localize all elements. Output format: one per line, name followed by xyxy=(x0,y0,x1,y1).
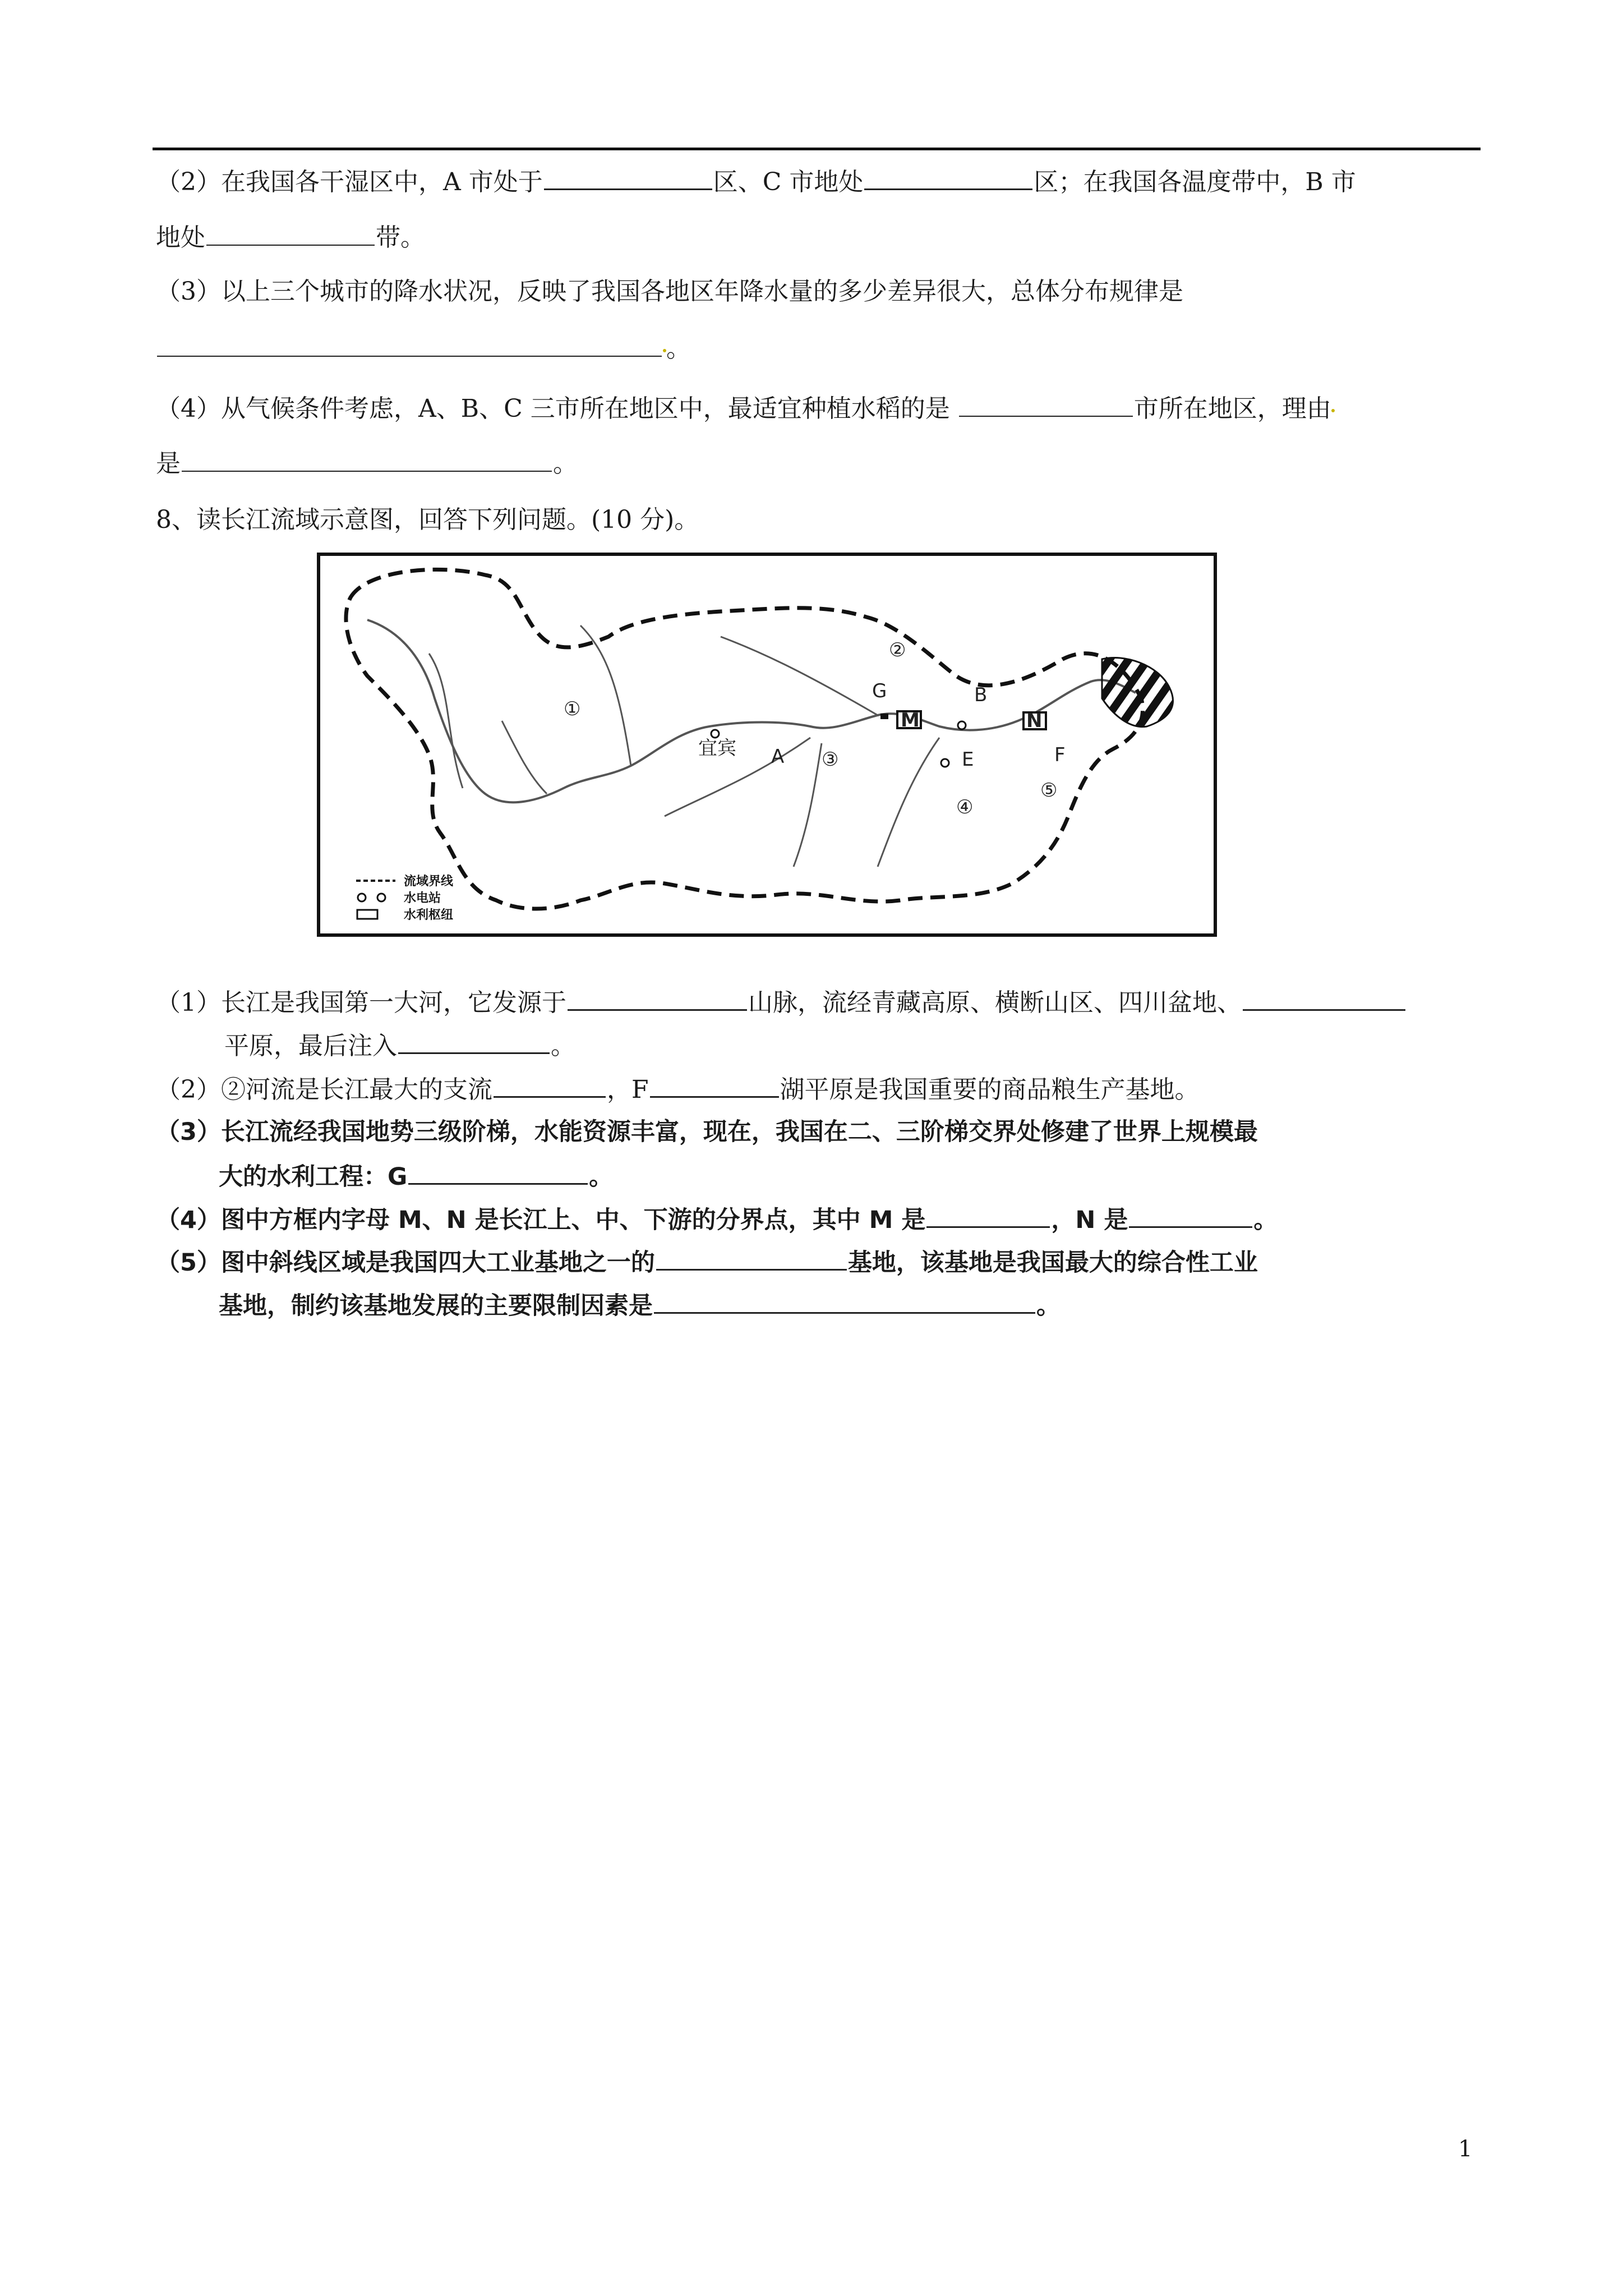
q8-s1-blank-a[interactable] xyxy=(568,984,747,1011)
q8-s1-text-c: 平原，最后注入 xyxy=(224,1032,397,1060)
q7-p3-end: 。 xyxy=(666,334,691,363)
q7-p4-text-b: 市所在地区，理由 xyxy=(1133,394,1331,423)
q8-s5-line2 xyxy=(219,1287,1061,1323)
q8-s5-line1 xyxy=(156,1244,1258,1280)
q8-s4-text-a: （4）图中方框内字母 M、N 是长江上、中、下游的分界点，其中 M 是 xyxy=(156,1206,926,1234)
legend-hub-label: 水利枢纽 xyxy=(404,908,454,922)
yangtze-basin-map xyxy=(317,553,1217,937)
station-yibin xyxy=(711,730,719,738)
label-a: A xyxy=(771,746,785,768)
q7-part3-line2 xyxy=(156,331,691,366)
header-rule xyxy=(153,148,1481,150)
legend-boundary-label: 流域界线 xyxy=(404,875,454,889)
q8-title xyxy=(156,503,699,537)
q7-p4-text-c: 是 xyxy=(156,449,181,478)
q8-s3-text-a: （3）长江流经我国地势三级阶梯，水能资源丰富，现在，我国在二、三阶梯交界处修建了世界上规模最 xyxy=(156,1118,1258,1146)
q8-title-text: 8、读长江流域示意图，回答下列问题。(10 分)。 xyxy=(156,505,699,534)
hub-marker-g xyxy=(880,714,888,719)
label-n3: ③ xyxy=(822,748,839,771)
q8-s1-line1 xyxy=(156,984,1407,1020)
q7-part2-line2 xyxy=(156,220,425,255)
q8-s5-text-a: （5）图中斜线区域是我国四大工业基地之一的 xyxy=(156,1249,655,1277)
legend-station-swatch-1 xyxy=(358,894,366,901)
label-n4: ④ xyxy=(956,796,974,818)
q8-s5-text-b: 基地，该基地是我国最大的综合性工业 xyxy=(847,1249,1258,1277)
label-yibin: 宜宾 xyxy=(698,737,736,760)
q8-s1-blank-b[interactable] xyxy=(1243,984,1405,1011)
label-n1: ① xyxy=(564,698,581,720)
q8-s3-line1 xyxy=(156,1115,1258,1149)
q8-s3-blank[interactable] xyxy=(408,1158,588,1185)
q8-s5-blank-a[interactable] xyxy=(656,1244,847,1271)
q7-p4-end: 。 xyxy=(553,449,578,478)
label-m: M xyxy=(901,709,920,731)
label-n2: ② xyxy=(889,639,906,661)
q8-s1-text-b: 山脉，流经青藏高原、横断山区、四川盆地、 xyxy=(748,988,1242,1017)
label-f: F xyxy=(1054,744,1066,766)
label-e: E xyxy=(962,748,974,771)
q7-p2-blank-c[interactable] xyxy=(864,164,1032,190)
q7-p3-blank[interactable] xyxy=(157,331,662,357)
q8-s4-end: 。 xyxy=(1253,1206,1278,1234)
q7-p2-text-e: 带。 xyxy=(376,223,425,252)
q7-p2-text-c: 区；在我国各温度带中，B 市 xyxy=(1034,168,1356,196)
q8-s4-line xyxy=(156,1202,1278,1237)
q8-s4-blank-a[interactable] xyxy=(926,1202,1050,1228)
q7-p2-text-a: （2）在我国各干湿区中，A 市处于 xyxy=(156,168,543,196)
q8-s2-text-b: ，F xyxy=(607,1075,649,1104)
q8-s5-text-c: 基地，制约该基地发展的主要限制因素是 xyxy=(219,1292,653,1320)
legend-hub-swatch xyxy=(357,910,377,919)
legend-station-label: 水电站 xyxy=(404,891,441,905)
q7-p3-text: （3）以上三个城市的降水状况，反映了我国各地区年降水量的多少差异很大，总体分布规律是 xyxy=(156,277,1183,306)
q8-s2-text-a: （2）②河流是长江最大的支流 xyxy=(156,1075,492,1104)
q8-s1-text-a: （1）长江是我国第一大河，它发源于 xyxy=(156,988,566,1017)
q7-part4-line2 xyxy=(156,446,578,481)
legend-station-swatch-2 xyxy=(377,894,385,901)
label-b: B xyxy=(974,684,988,706)
q8-s3-text-b: 大的水利工程：G xyxy=(219,1163,408,1191)
q8-s1-line2 xyxy=(224,1028,575,1063)
q7-p4-text-a: （4）从气候条件考虑，A、B、C 三市所在地区中，最适宜种植水稻的是 xyxy=(156,394,950,423)
q8-s4-blank-b[interactable] xyxy=(1129,1202,1252,1228)
station-e xyxy=(941,759,949,767)
station-b xyxy=(958,721,966,729)
q8-s1-blank-c[interactable] xyxy=(398,1028,550,1054)
q8-s1-end: 。 xyxy=(551,1032,575,1060)
q8-s3-end: 。 xyxy=(589,1163,614,1191)
q7-p2-blank-b[interactable] xyxy=(206,220,375,246)
label-n: N xyxy=(1026,710,1043,732)
q7-part4-line1 xyxy=(156,391,1335,426)
q8-s2-blank-a[interactable] xyxy=(494,1071,606,1098)
q7-part2-line1 xyxy=(156,164,1356,199)
q8-s2-text-c: 湖平原是我国重要的商品粮生产基地。 xyxy=(780,1075,1200,1104)
q8-s5-blank-b[interactable] xyxy=(654,1287,1035,1314)
q8-s5-end: 。 xyxy=(1036,1292,1061,1320)
q7-p4-blank-a[interactable] xyxy=(959,391,1133,417)
q7-p4-blank-b[interactable] xyxy=(182,446,552,472)
q8-s3-line2 xyxy=(219,1158,613,1194)
page-number: 1 xyxy=(1458,2136,1473,2162)
q7-p2-blank-a[interactable] xyxy=(544,164,712,190)
label-g: G xyxy=(872,680,887,702)
q7-p2-text-b: 区、C 市地处 xyxy=(713,168,864,196)
q8-s2-blank-b[interactable] xyxy=(650,1071,779,1098)
q7-p2-text-d: 地处 xyxy=(156,223,205,252)
q8-s4-text-b: ，N 是 xyxy=(1051,1206,1128,1234)
q8-s2-line xyxy=(156,1071,1200,1107)
q7-part3-line1 xyxy=(156,275,1183,309)
label-n5: ⑤ xyxy=(1040,779,1058,802)
mark-dot xyxy=(1331,409,1335,412)
